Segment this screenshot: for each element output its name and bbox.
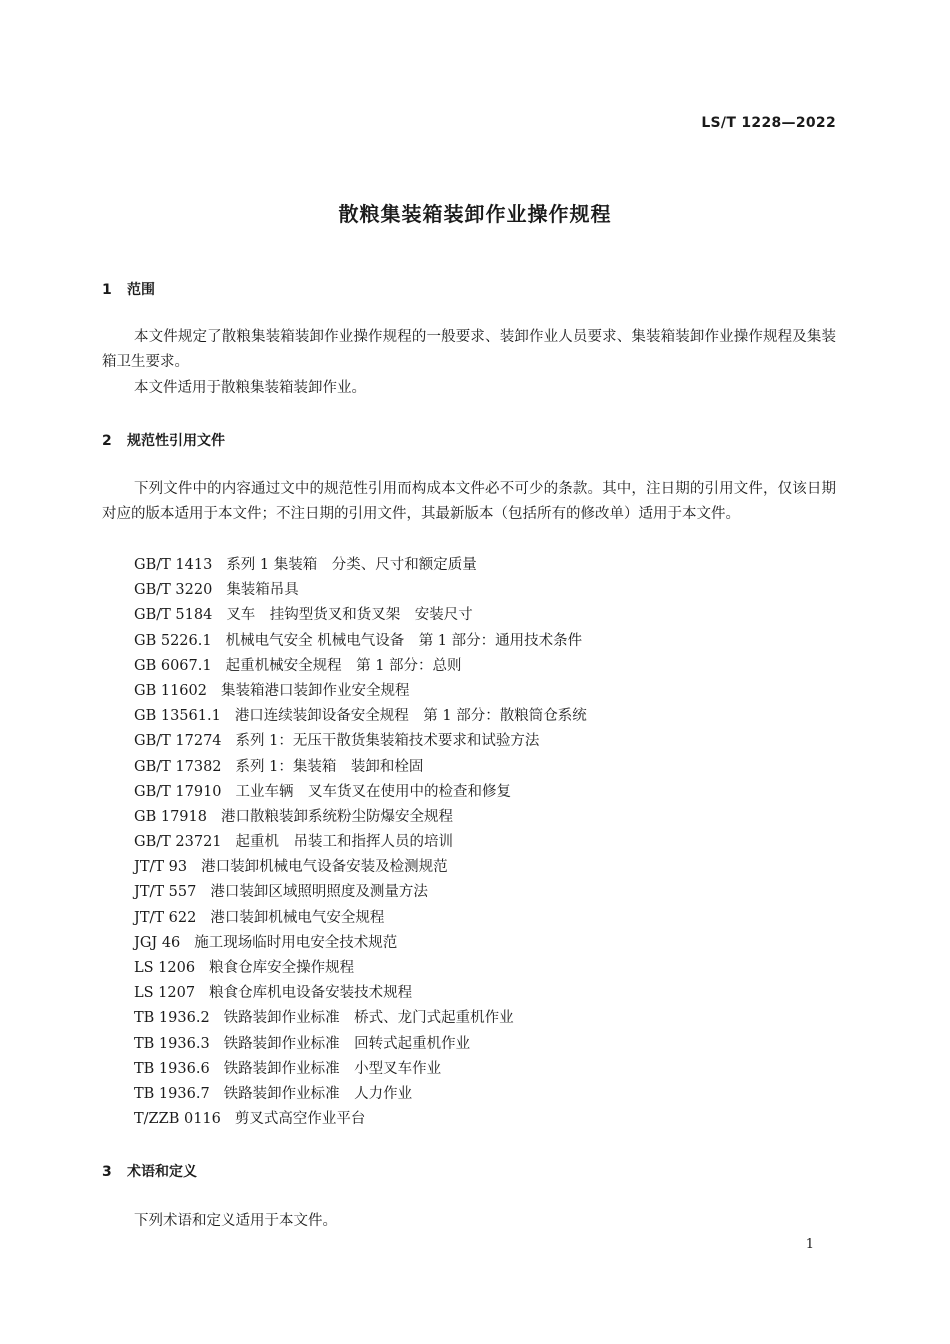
list-item (134, 1032, 587, 1057)
list-item (134, 855, 587, 880)
list-item (134, 906, 587, 931)
list-item (134, 1006, 587, 1031)
page-number: 1 (805, 1237, 814, 1252)
reference-title: 工业车辆 叉车货叉在使用中的检查和修复 (235, 783, 512, 800)
scope-paragraph-1: 本文件规定了散粮集装箱装卸作业操作规程的一般要求、装卸作业人员要求、集装箱装卸作业操作规程及集装箱卫生要求。 (102, 329, 836, 370)
reference-list (134, 553, 587, 1132)
section-heading-scope (102, 279, 155, 299)
list-item (134, 679, 587, 704)
reference-title: 系列 1：集装箱 装卸和栓固 (235, 758, 424, 775)
reference-title: 叉车 挂钩型货叉和货叉架 安装尺寸 (226, 607, 473, 624)
reference-title: 粮食仓库安全操作规程 (209, 960, 355, 976)
reference-title: 施工现场临时用电安全技术规范 (194, 934, 398, 951)
reference-title: 铁路装卸作业标准 桥式、龙门式起重机作业 (223, 1010, 514, 1027)
reference-code: GB/T 23721 (134, 834, 222, 851)
reference-title: 起重机 吊装工和指挥人员的培训 (235, 834, 454, 851)
list-item (134, 1057, 587, 1082)
reference-code: LS 1207 (134, 985, 196, 1002)
reference-code: JGJ 46 (134, 934, 181, 951)
reference-code: T/ZZB 0116 (134, 1111, 221, 1128)
list-item (134, 704, 587, 729)
reference-title: 铁路装卸作业标准 人力作业 (223, 1085, 413, 1102)
reference-code: TB 1936.2 (134, 1010, 210, 1027)
document-title: 散粮集装箱装卸作业操作规程 (338, 202, 612, 226)
reference-code: GB/T 17274 (134, 733, 222, 750)
reference-title: 集装箱吊具 (226, 582, 299, 599)
reference-title: 机械电气安全 机械电气设备 第 1 部分：通用技术条件 (225, 632, 583, 649)
section-number: 3 (102, 1164, 112, 1180)
reference-code: JT/T 622 (134, 909, 197, 926)
reference-title: 铁路装卸作业标准 小型叉车作业 (223, 1060, 442, 1077)
section-title: 规范性引用文件 (127, 433, 225, 449)
reference-code: TB 1936.6 (134, 1060, 210, 1077)
reference-code: JT/T 93 (134, 859, 188, 876)
list-item (134, 654, 587, 679)
list-item (134, 981, 587, 1006)
reference-title: 剪叉式高空作业平台 (234, 1111, 366, 1128)
reference-code: GB 13561.1 (134, 708, 221, 725)
list-item (134, 1107, 587, 1132)
reference-code: JT/T 557 (134, 884, 197, 901)
list-item (134, 805, 587, 830)
list-item (134, 830, 587, 855)
list-item (134, 755, 587, 780)
list-item (134, 956, 587, 981)
reference-title: 港口装卸区域照明照度及测量方法 (210, 884, 428, 901)
section-heading-normative-references (102, 430, 225, 450)
section-number: 2 (102, 433, 112, 449)
reference-title: 铁路装卸作业标准 回转式起重机作业 (223, 1035, 471, 1052)
reference-code: GB/T 1413 (134, 557, 213, 573)
section-number: 1 (102, 282, 112, 298)
list-item (134, 729, 587, 754)
list-item (134, 629, 587, 654)
scope-paragraph-2: 本文件适用于散粮集装箱装卸作业。 (134, 380, 366, 396)
references-intro-paragraph: 下列文件中的内容通过文中的规范性引用而构成本文件必不可少的条款。其中，注日期的引用文件，仅该日期对应的版本适用于本文件；不注日期的引用文件，其最新版本（包括所有的修改单）适用于本文件。 (102, 481, 836, 522)
reference-code: GB 17918 (134, 808, 207, 825)
terms-intro-paragraph: 下列术语和定义适用于本文件。 (134, 1213, 337, 1229)
section-heading-terms-and-definitions (102, 1161, 197, 1181)
reference-title: 港口装卸机械电气设备安装及检测规范 (201, 859, 448, 876)
reference-title: 集装箱港口装卸作业安全规程 (220, 682, 410, 699)
reference-title: 港口散粮装卸系统粉尘防爆安全规程 (220, 808, 453, 825)
reference-code: TB 1936.3 (134, 1035, 210, 1052)
reference-code: TB 1936.7 (134, 1085, 210, 1102)
reference-title: 港口装卸机械电气安全规程 (210, 909, 385, 926)
reference-code: GB 11602 (134, 682, 207, 699)
reference-code: GB/T 17910 (134, 783, 222, 800)
section-title: 范围 (127, 282, 155, 298)
reference-code: GB/T 17382 (134, 758, 222, 775)
reference-code: GB 6067.1 (134, 657, 212, 674)
list-item (134, 880, 587, 905)
reference-title: 系列 1：无压干散货集装箱技术要求和试验方法 (235, 733, 540, 750)
list-item (134, 578, 587, 603)
list-item (134, 603, 587, 628)
section-title: 术语和定义 (127, 1164, 197, 1180)
list-item (134, 780, 587, 805)
reference-code: GB/T 3220 (134, 582, 213, 599)
reference-title: 系列 1 集装箱 分类、尺寸和额定质量 (226, 557, 477, 573)
reference-title: 起重机械安全规程 第 1 部分：总则 (225, 657, 462, 674)
reference-code: GB 5226.1 (134, 632, 212, 649)
list-item (134, 553, 587, 578)
standard-code: LS/T 1228—2022 (701, 115, 836, 131)
reference-code: LS 1206 (134, 960, 196, 976)
reference-code: GB/T 5184 (134, 607, 213, 624)
list-item (134, 931, 587, 956)
reference-title: 港口连续装卸设备安全规程 第 1 部分：散粮筒仓系统 (234, 708, 587, 725)
list-item (134, 1082, 587, 1107)
reference-title: 粮食仓库机电设备安装技术规程 (209, 985, 413, 1002)
